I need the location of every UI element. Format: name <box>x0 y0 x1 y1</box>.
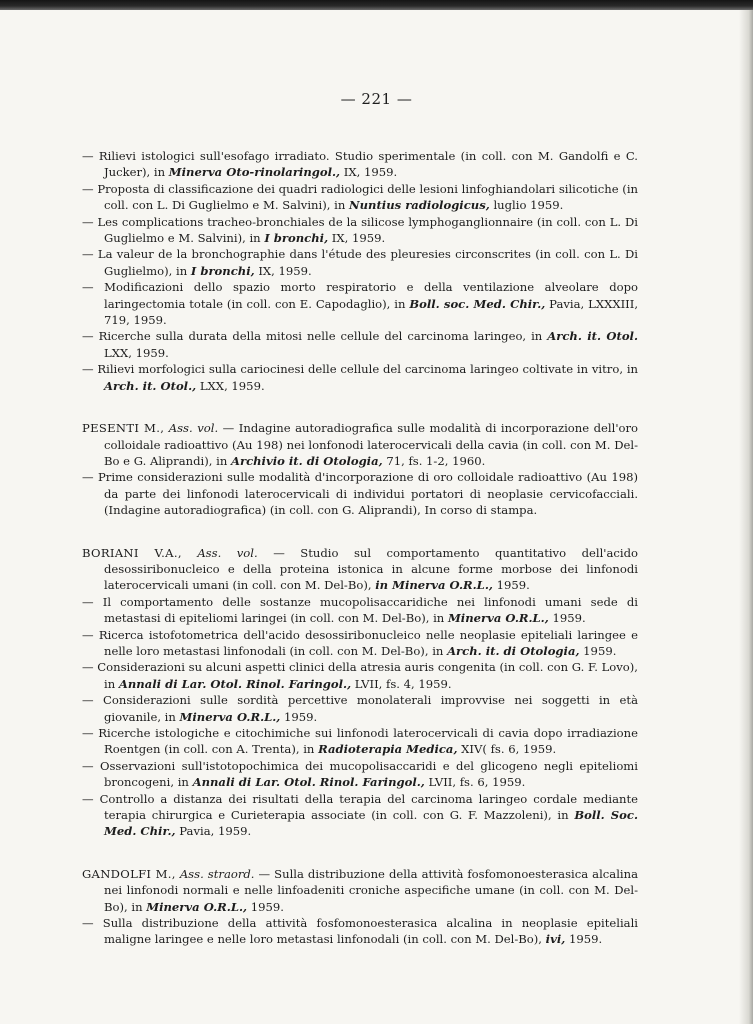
publication-entry <box>82 246 638 279</box>
bibliography-list <box>82 148 638 948</box>
author-role: Ass. straord. <box>179 866 255 881</box>
entry-text: — Il comportamento delle sostanze mucopolisaccaridiche nei linfonodi umani sede di metastasi di epiteliomi laringei (in coll. con M. Del-Bo), in <box>82 594 638 626</box>
author-section <box>82 148 638 394</box>
publication-entry <box>82 659 638 692</box>
journal-title: I bronchi, <box>190 263 255 278</box>
journal-title: Arch. it. Otol. <box>547 329 638 344</box>
publication-entry <box>82 279 638 328</box>
publication-entry <box>82 469 638 518</box>
author-name: PESENTI M., <box>82 421 165 436</box>
journal-title: Minerva O.R.L., <box>146 899 248 914</box>
entry-text: — Rilievi morfologici sulla cariocinesi delle cellule del carcinoma laringeo coltivate in vitro, in <box>82 362 638 377</box>
publication-entry <box>82 866 638 915</box>
entry-details: Pavia, 1959. <box>175 824 252 839</box>
entry-details: 71, fs. 1-2, 1960. <box>382 453 486 468</box>
entry-details: LXX, 1959. <box>196 378 265 393</box>
publication-entry <box>82 148 638 181</box>
entry-details: 1959. <box>280 709 318 724</box>
entry-details: XIV( fs. 6, 1959. <box>457 742 557 757</box>
entry-text: — Indagine autoradiografica sulle modalità di incorporazione dell'oro colloidale radioattivo (Au 198) nei lonfonodi laterocervicali della cavia (in coll. con M. Del-Bo e G. Aliprandi), in <box>104 421 639 468</box>
publication-entry <box>82 594 638 627</box>
journal-title: Minerva Oto-rinolaringol., <box>168 165 341 180</box>
author-name: GANDOLFI M., <box>82 866 176 881</box>
entry-text: — La valeur de la bronchographie dans l'étude des pleuresies circonscrites (in coll. con L. Di Guglielmo), in <box>82 247 638 278</box>
entry-text: — Sulla distribuzione della attività fosfomonoesterasica alcalina nei linfonodi normali e nelle linfoadeniti croniche aspecifiche umane (in coll. con M. Del-Bo), in <box>104 866 638 914</box>
author-role: Ass. vol. <box>197 545 258 560</box>
entry-details: IX, 1959. <box>328 231 386 246</box>
author-role: Ass. vol. <box>168 421 219 436</box>
publication-entry <box>82 915 638 948</box>
entry-details: IX, 1959. <box>340 165 398 180</box>
page-number: — 221 — <box>340 90 413 108</box>
entry-text: — Ricerche sulla durata della mitosi nelle cellule del carcinoma laringeo, in <box>82 329 548 344</box>
journal-title: Boll. Soc. Med. Chir., <box>104 808 638 839</box>
entry-text: — Ricerca istofotometrica dell'acido desossiribonucleico nelle neoplasie epiteliali laringee e nelle loro metastasi linfonodali (in coll. con M. Del-Bo), in <box>82 627 638 658</box>
publication-entry <box>82 181 638 214</box>
journal-title: I bronchi, <box>264 231 329 246</box>
entry-details: 1959. <box>492 578 530 593</box>
entry-text: — Considerazioni su alcuni aspetti clinici della atresia auris congenita (in coll. con G. F. Lovo), in <box>82 660 638 691</box>
publication-entry <box>82 627 638 660</box>
journal-title: Annali di Lar. Otol. Rinol. Faringol., <box>118 676 352 691</box>
author-section <box>82 545 638 840</box>
entry-details: LVII, fs. 6, 1959. <box>424 775 526 790</box>
journal-title: Arch. it. Otol., <box>104 378 197 393</box>
publication-entry <box>82 725 638 758</box>
entry-text: — Sulla distribuzione della attività fosfomonoesterasica alcalina in neoplasie epiteliali maligne laringee e nelle loro metastasi linfonodali (in coll. con M. Del-Bo), <box>82 916 638 947</box>
journal-title: Boll. soc. Med. Chir., <box>409 296 546 311</box>
author-name: BORIANI V.A., <box>82 545 182 560</box>
journal-title: Radioterapia Medica, <box>318 742 458 757</box>
scan-top-edge <box>0 0 753 10</box>
entry-text: — Les complications tracheo-bronchiales de la silicose lymphoganglionnaire (in coll. con L. Di Guglielmo e M. Salvini), in <box>82 214 638 246</box>
entry-text: — Considerazioni sulle sordità percettive monolaterali improvvise nei soggetti in età giovanile, in <box>82 693 638 724</box>
publication-entry <box>82 214 638 247</box>
journal-title: Minerva O.R.L., <box>447 611 549 626</box>
entry-details: 1959. <box>548 611 586 626</box>
entry-text: — Modificazioni dello spazio morto respiratorio e della ventilazione alveolare dopo laringectomia totale (in coll. con E. Capodaglio), in <box>82 280 638 311</box>
journal-title: Archivio it. di Otologia, <box>230 453 383 468</box>
entry-text: — Controllo a distanza dei risultati della terapia del carcinoma laringeo cordale mediante terapia chirurgica e Curieterapia associate (in coll. con G. F. Mazzoleni), in <box>82 791 638 823</box>
entry-details: 1959. <box>565 932 603 947</box>
entry-details: Pavia, LXXXIII, 719, 1959. <box>104 296 638 328</box>
journal-title: Nuntius radiologicus, <box>348 198 490 213</box>
publication-entry <box>82 420 638 469</box>
entry-text: — Osservazioni sull'istotopochimica dei mucopolisaccaridi e del glicogeno negli epiteliomi broncogeni, in <box>82 758 638 790</box>
journal-title: Arch. it. di Otologia, <box>447 643 580 658</box>
journal-title: Annali di Lar. Otol. Rinol. Faringol., <box>192 775 425 790</box>
entry-text: — Studio sul comportamento quantitativo dell'acido desossiribonucleico e della proteina istonica in alcune forme morbose dei linfonodi laterocervicali umani (in coll. con M. Del-Bo), <box>104 545 638 593</box>
journal-title: ivi, <box>545 932 566 947</box>
author-section <box>82 866 638 948</box>
journal-title: in Minerva O.R.L., <box>375 578 493 593</box>
entry-details: 1959. <box>579 643 617 658</box>
publication-entry <box>82 758 638 791</box>
publication-entry <box>82 361 638 394</box>
author-section <box>82 420 638 518</box>
journal-title: Minerva O.R.L., <box>179 709 281 724</box>
entry-details: IX, 1959. <box>254 263 312 278</box>
publication-entry <box>82 692 638 725</box>
entry-text: — Rilievi istologici sull'esofago irradiato. Studio sperimentale (in coll. con M. Gandolfi e C. Jucker), in <box>82 149 638 180</box>
entry-details: luglio 1959. <box>489 198 564 213</box>
publication-entry <box>82 545 638 594</box>
entry-details: LVII, fs. 4, 1959. <box>351 676 452 691</box>
entry-text: — Proposta di classificazione dei quadri radiologici delle lesioni linfoghiandolari silicotiche (in coll. con L. Di Guglielmo e M. Salvini), in <box>82 181 638 213</box>
entry-text: — Ricerche istologiche e citochimiche sui linfonodi laterocervicali di cavia dopo irradiazione Roentgen (in coll. con A. Trenta), in <box>82 726 638 757</box>
entry-details: 1959. <box>247 899 284 914</box>
publication-entry <box>82 791 638 840</box>
entry-details: LXX, 1959. <box>104 345 169 360</box>
scan-right-edge <box>739 10 753 1024</box>
entry-text: — Prime considerazioni sulle modalità d'incorporazione di oro colloidale radioattivo (Au 198) da parte dei linfonodi laterocervicali di individui portatori di neoplasie cervicofacciali. (Indagine autoradiografica) (in coll. con G. Aliprandi), In corso di stampa. <box>82 470 638 518</box>
publication-entry <box>82 328 638 361</box>
